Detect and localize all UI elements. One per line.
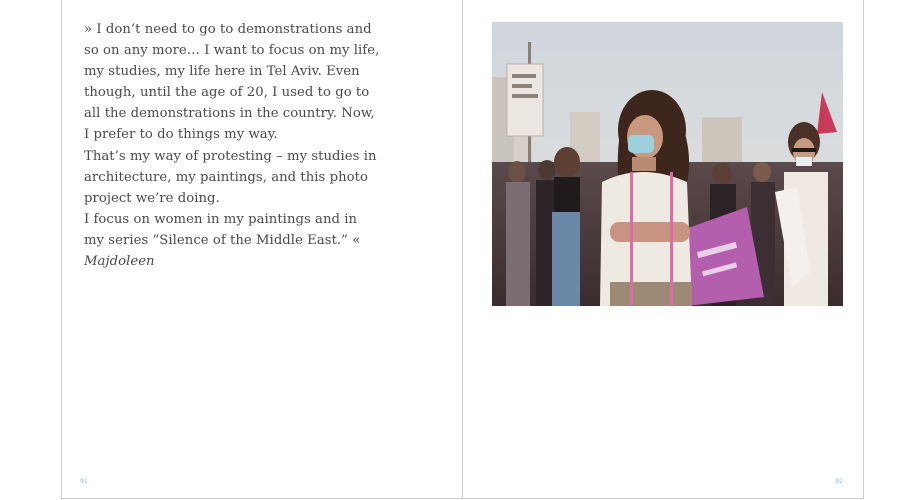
quote-line: project we’re doing. bbox=[84, 190, 220, 206]
page-number-left: 91 bbox=[80, 478, 88, 485]
quote-text bbox=[84, 19, 384, 272]
book-spread bbox=[61, 0, 864, 499]
quote-line: I focus on women in my paintings and in bbox=[84, 211, 358, 227]
quote-attribution: Majdoleen bbox=[84, 254, 155, 270]
quote-line: my studies, my life here in Tel Aviv. Even bbox=[84, 64, 360, 80]
quote-line: architecture, my paintings, and this photo bbox=[84, 169, 368, 185]
left-page bbox=[62, 0, 463, 499]
quote-line: my series “Silence of the Middle East.” « bbox=[84, 232, 361, 248]
page-number-right: 92 bbox=[835, 478, 843, 485]
quote-line: » I don’t need to go to demonstrations and bbox=[84, 22, 372, 37]
quote-line: I prefer to do things my way. bbox=[84, 127, 278, 143]
quote-line: all the demonstrations in the country. Now, bbox=[84, 106, 375, 122]
demonstration-photo bbox=[492, 22, 843, 306]
quote-line: so on any more… I want to focus on my life, bbox=[84, 43, 380, 59]
right-page bbox=[463, 0, 863, 499]
quote-line: though, until the age of 20, I used to go to bbox=[84, 85, 370, 101]
quote-line: That’s my way of protesting – my studies in bbox=[84, 148, 377, 164]
